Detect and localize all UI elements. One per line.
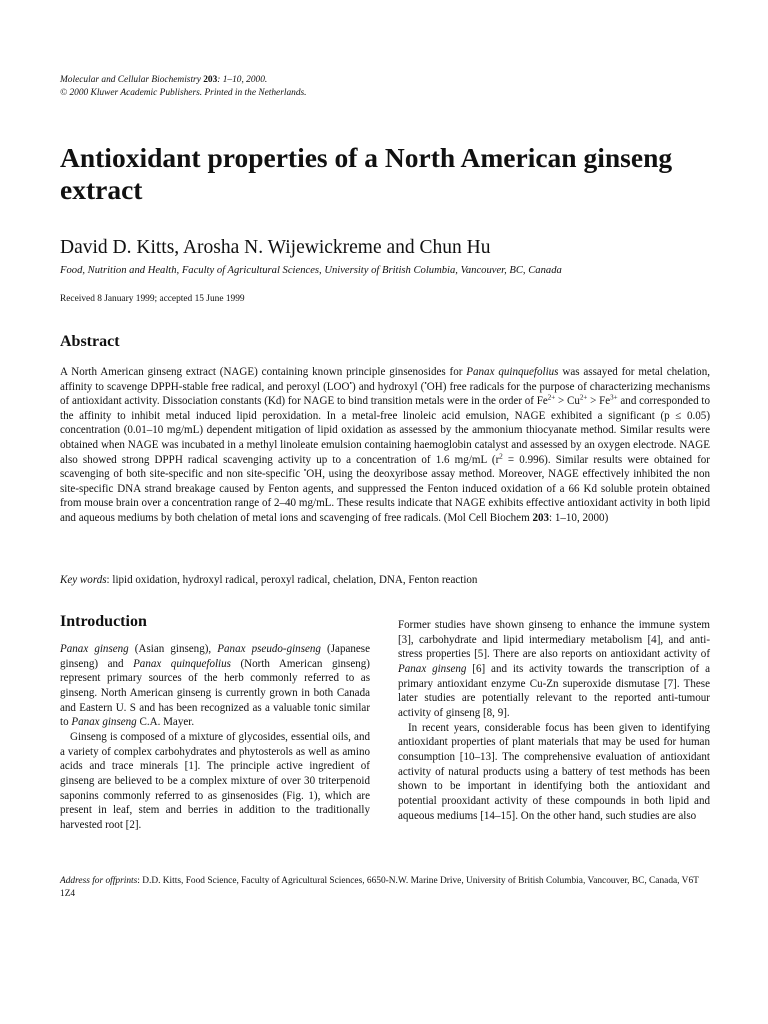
intro-paragraph-3: Former studies have shown ginseng to enhance the immune system [3], carbohydrate and lipid intermediary metabolism [4], and anti-stress properties [5]. There are also reports on antioxidant activity of Panax ginseng [6] and its activity towards the transcription of a primary antioxidant enzyme Cu-Zn superoxide dismutase [7]. These later studies are potentially relevant to the reported anti-tumour activity of ginseng [8, 9]. xyxy=(398,619,710,719)
journal-citation-line: Molecular and Cellular Biochemistry 203: 1–10, 2000. xyxy=(60,75,268,85)
article-title: Antioxidant properties of a North American ginseng extract xyxy=(60,142,673,205)
copyright-line: © 2000 Kluwer Academic Publishers. Printed in the Netherlands. xyxy=(60,87,307,98)
keywords xyxy=(60,573,710,587)
keywords-text: : lipid oxidation, hydroxyl radical, peroxyl radical, chelation, DNA, Fenton reaction xyxy=(106,574,478,586)
intro-paragraph-1: Panax ginseng (Asian ginseng), Panax pseudo-ginseng (Japanese ginseng) and Panax quinquefolius (North American ginseng) represent primary sources of the herb commonly referred to as ginseng. North American ginseng is currently grown in both Canada and Eastern U. S and has been recognized as a valuable tonic similar to Panax ginseng C.A. Mayer. xyxy=(60,643,370,729)
abstract-text: A North American ginseng extract (NAGE) containing known principle ginsenosides for Panax quinquefolius was assayed for metal chelation, affinity to scavenge DPPH-stable free radical, and peroxyl (LOO•) and hydroxyl (•OH) free radicals for the purpose of characterizing mechanisms of antioxidant activity. Dissociation constants (Kd) for NAGE to bind transition metals were in the order of $Fe^{2+} > Cu^{2+} > Fe^{3+}$ and corresponded to the affinity to inhibit metal induced lipid peroxidation. In a metal-free linoleic acid emulsion, NAGE exhibited a significant (p ≤ 0.05) concentration (0.01–10 mg/mL) dependent mitigation of lipid oxidation as assessed by the ammonium thiocyanate method. Similar results were obtained when NAGE was incubated in a methyl linoleate emulsion containing haemoglobin catalyst and assessed by an oxygen electrode. NAGE also showed strong DPPH radical scavenging activity up to a concentration of 1.6 mg/mL $(r^2 = 0.996)$. Similar results were obtained for scavenging of both site-specific and non site-specific •OH, using the deoxyribose assay method. Moreover, NAGE effectively inhibited the non site-specific DNA strand breakage caused by Fenton agents, and suppressed the Fenton induced oxidation of a 66 Kd soluble protein obtained from mouse brain over a concentration range of 2–40 mg/mL. These results indicate that NAGE exhibits effective antioxidant activity in both lipid and aqueous mediums by both chelation of metal ions and scavenging of free radicals. (Mol Cell Biochem 203: 1–10, 2000) xyxy=(60,366,710,524)
offprint-footnote xyxy=(60,875,710,900)
footnote-label: Address for offprints xyxy=(60,876,138,886)
author-list: David D. Kitts, Arosha N. Wijewickreme and Chun Hu xyxy=(60,237,491,258)
right-column xyxy=(398,618,710,823)
abstract-heading: Abstract xyxy=(60,333,120,350)
author-affiliation: Food, Nutrition and Health, Faculty of Agricultural Sciences, University of British Columbia, Vancouver, BC, Canada xyxy=(60,265,562,276)
intro-paragraph-2: Ginseng is composed of a mixture of glycosides, essential oils, and a variety of complex carbohydrates and phytosterols as well as amino acids and trace minerals [1]. The principle active ingredient of ginseng are believed to be a complex mixture of over 30 triterpenoid saponins commonly referred to as ginsenosides (Fig. 1), which are present in leaf, stem and berries in addition to the traditionally harvested root [2]. xyxy=(60,730,370,831)
left-column xyxy=(60,612,370,833)
introduction-heading: Introduction xyxy=(60,613,147,630)
journal-header xyxy=(60,74,710,99)
received-dates: Received 8 January 1999; accepted 15 June 1999 xyxy=(60,294,245,304)
intro-paragraph-4: In recent years, considerable focus has been given to identifying antioxidant properties of plant materials that may be used for human consumption [10–13]. The comprehensive evaluation of antioxidant activity of natural products using a battery of test methods has been shown to be important in identifying both the antioxidant and potential prooxidant activity of these compounds in both lipid and aqueous mediums [14–15]. On the other hand, such studies are also xyxy=(398,721,710,822)
keywords-label: Key words xyxy=(60,574,107,586)
footnote-text: : D.D. Kitts, Food Science, Faculty of Agricultural Sciences, 6650-N.W. Marine Drive, University of British Columbia, Vancouver, BC, Canada, V6T 1Z4 xyxy=(60,876,699,899)
